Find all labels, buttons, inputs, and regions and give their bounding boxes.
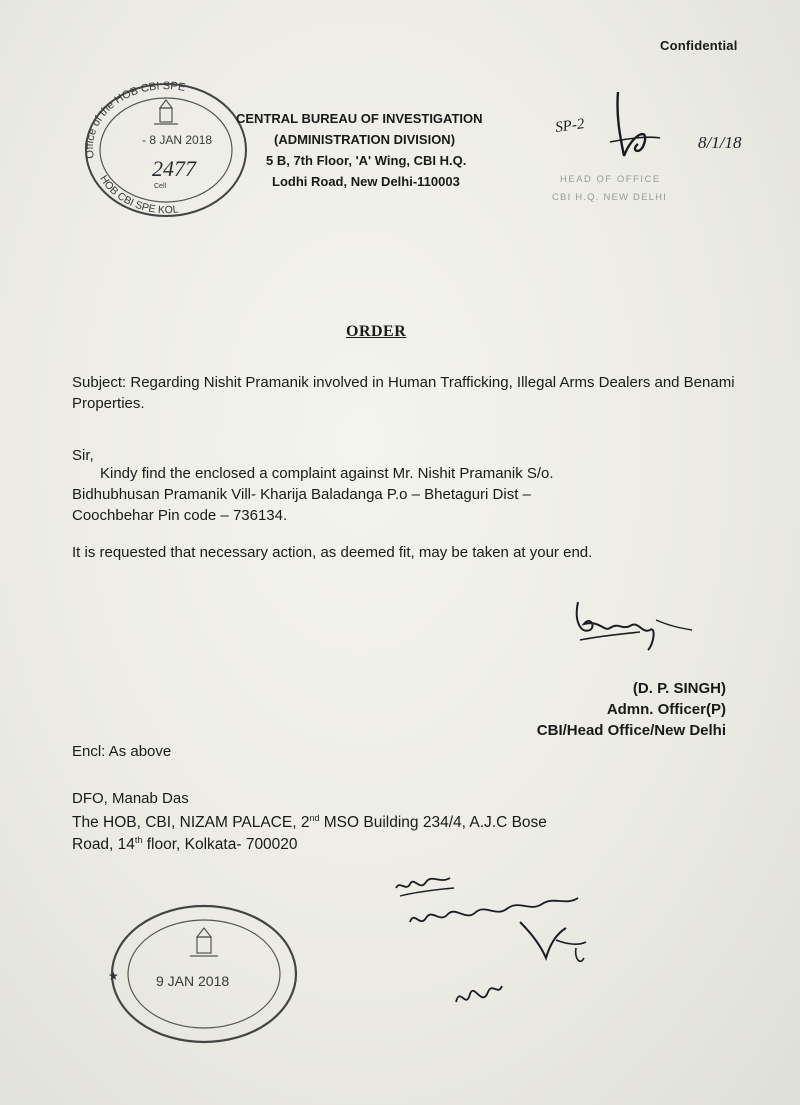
body-line-2: Bidhubhusan Pramanik Vill- Kharija Baladanga P.o – Bhetaguri Dist – [72,486,531,503]
emblem-icon [190,928,218,956]
recipient-name: DFO, Manab Das [72,790,189,807]
office-stamp-top [80,78,255,223]
address-line-3-sup: th [134,834,143,845]
signatory-office: CBI/Head Office/New Delhi [536,722,726,739]
letterhead-line-4: Lodhi Road, New Delhi-110003 [272,174,460,189]
body-line-3: Coochbehar Pin code – 736134. [72,507,288,524]
enclosure-note: Encl: As above [72,743,172,760]
salutation: Sir, [72,447,94,464]
signature-icon [560,590,700,660]
stamp-ring-bottom: HOB CBI SPE KOL [97,173,180,217]
svg-text:Office of the HOB CBI SPE [84,80,186,159]
receipt-stamp-line-2: CBI H.Q. NEW DELHI [552,192,668,203]
address-line-3b: floor, Kolkata- 700020 [142,836,298,853]
address-line-2-sup: nd [309,812,320,823]
letterhead [236,108,483,192]
body-paragraph-2: It is requested that necessary action, as deemed fit, may be taken at your end. [72,544,593,561]
stamp-date: - 8 JAN 2018 [142,133,213,147]
letterhead-line-3: 5 B, 7th Floor, 'A' Wing, CBI H.Q. [266,153,467,168]
office-stamp-bottom [104,898,304,1046]
letterhead-line-2: (ADMINISTRATION DIVISION) [274,132,456,147]
marginal-ref: SP-2 [554,116,586,136]
marginal-note [520,86,790,226]
stamp-number: 2477 [152,156,196,181]
subject-text: Subject: Regarding Nishit Pramanik involved in Human Trafficking, Illegal Arms Dealers and Benami Properties. [72,374,735,412]
stamp-bottom-date: 9 JAN 2018 [156,973,230,989]
recipient-address [72,812,772,856]
address-line-2a: The HOB, CBI, NIZAM PALACE, 2 [72,814,310,831]
handwritten-notes [370,862,610,1032]
stamp-sub: Cell [154,183,167,190]
body-line-1: Kindy find the enclosed a complaint against Mr. Nishit Pramanik S/o. [100,465,554,482]
order-title: ORDER [346,323,407,340]
signatory-designation: Admn. Officer(P) [606,701,726,718]
letterhead-line-1: CENTRAL BUREAU OF INVESTIGATION [236,111,483,126]
marginal-date: 8/1/18 [698,133,742,152]
star-icon: ★ [108,969,119,983]
address-line-2b: MSO Building 234/4, A.J.C Bose [319,814,547,831]
address-line-3a: Road, 14 [72,836,135,853]
signatory-block [462,678,726,741]
initial-signature-icon [617,92,645,156]
signatory-name: (D. P. SINGH) [632,680,726,697]
receipt-stamp-line-1: HEAD OF OFFICE [560,174,661,185]
confidential-label: Confidential [660,38,738,53]
stamp-ring-text: Office of the HOB CBI SPE [83,80,187,160]
body-paragraph-1 [72,463,762,526]
emblem-icon [154,100,178,124]
